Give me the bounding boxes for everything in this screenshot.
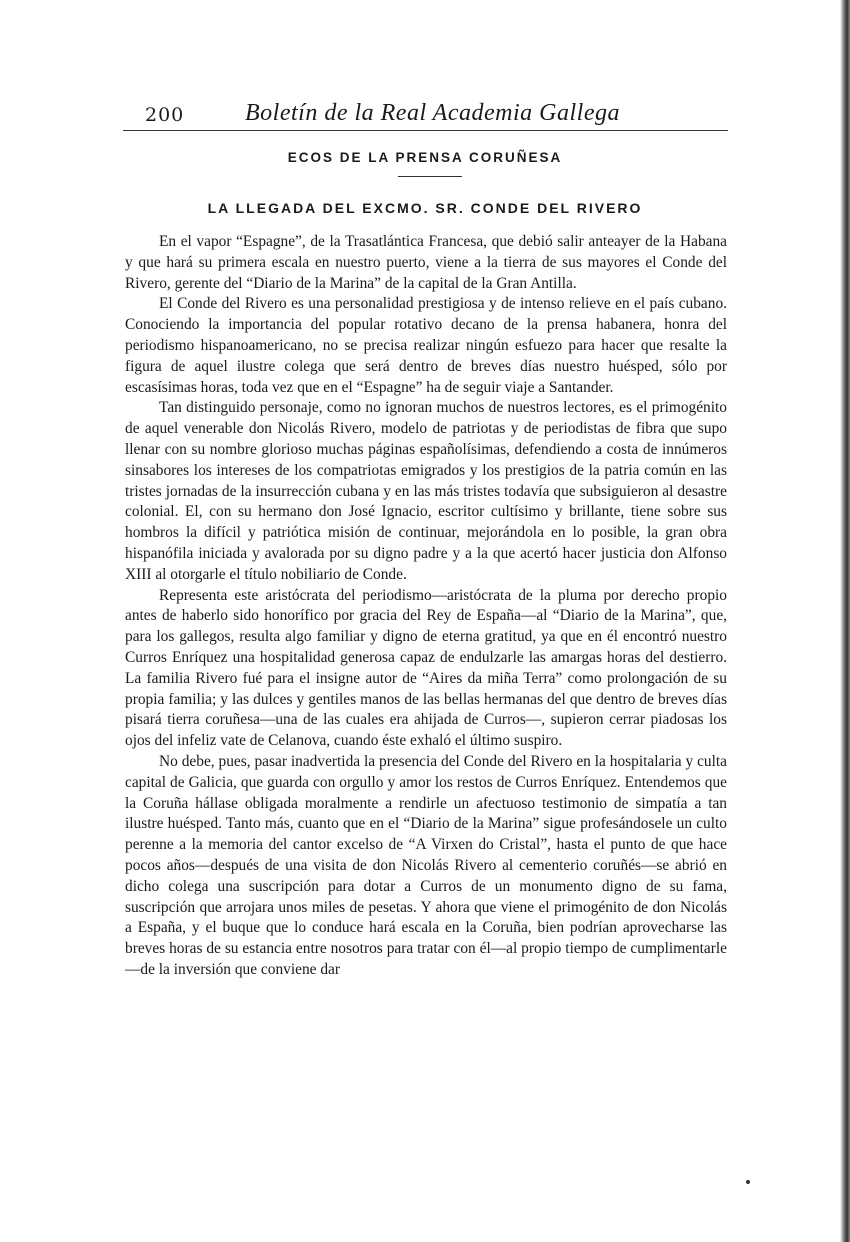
section-title: ECOS DE LA PRENSA CORUÑESA (287, 150, 563, 165)
paragraph: No debe, pues, pasar inadvertida la presencia del Conde del Rivero en la hospitalaria y culta capital de Galicia, que guarda con orgullo y amor los restos de Curros Enríquez. Entendemos que la Coruña hállase obligada moralmente a rendirle un afectuoso testimonio de simpatía a tan ilustre huésped. Tanto más, cuanto que en el “Diario de la Marina” sigue profesándosele un culto perenne a la memoria del cantor excelso de “A Virxen do Cristal”, hasta el punto de que hace pocos años—después de una visita de don Nicolás Rivero al cementerio coruñés—se abrió en dicho colega una suscripción para dotar a Curros de un monumento digno de su fama, suscripción que arrojara unos miles de pesetas. Y ahora que viene el primogénito de don Nicolás a España, y el buque que lo conduce hará escala en la Coruña, bien podrían aprovecharse las breves horas de su estancia entre nosotros para tratar con él—al propio tiempo de cumplimentarle—de la inversión que conviene dar (125, 752, 727, 978)
title-divider (398, 176, 462, 177)
paragraph: Representa este aristócrata del periodismo—aristócrata de la pluma por derecho propio antes de haberlo sido honorífico por gracia del Rey de España—al “Diario de la Marina”, que, para los gallegos, resulta algo familiar y digno de eterna gratitud, ya que en él encontró nuestro Curros Enríquez una hospitalidad generosa capaz de endulzarle las amargas horas del destierro. La familia Rivero fué para el insigne autor de “Aires da miña Terra” como prolongación de su propia familia; y las dulces y gentiles manos de las bellas hermanas del que dentro de breves días pisará tierra coruñesa—una de las cuales era ahijada de Curros—, supieron cerrar piadosas los ojos del infeliz vate de Celanova, cuando éste exhaló el último suspiro. (125, 586, 727, 750)
scan-speck (746, 1180, 750, 1184)
paragraph: El Conde del Rivero es una personalidad prestigiosa y de intenso relieve en el país cubano. Conociendo la importancia del popular rotativo decano de la prensa habanera, honra del periodismo hispanoamericano, no se precisa realizar ningún esfuezo para hacer que resalte la figura de aquel ilustre colega que será dentro de breves días nuestro huésped, sólo por escasísimas horas, toda vez que en el “Espagne” ha de seguir viaje a Santander. (125, 295, 727, 396)
article-body (125, 232, 727, 981)
scan-edge-shadow (840, 0, 850, 1242)
journal-title: Boletín de la Real Academia Gallega (245, 100, 620, 126)
paragraph: En el vapor “Espagne”, de la Trasatlántica Francesa, que debió salir anteayer de la Habana y que hará su primera escala en nuestro puerto, viene a la tierra de sus mayores el Conde del Rivero, gerente del “Diario de la Marina” de la capital de la Gran Antilla. (125, 233, 727, 292)
running-header (123, 98, 728, 131)
page-number: 200 (145, 104, 185, 126)
article-title: LA LLEGADA DEL EXCMO. SR. CONDE DEL RIVERO (207, 200, 643, 216)
paragraph: Tan distinguido personaje, como no ignoran muchos de nuestros lectores, es el primogénito de aquel venerable don Nicolás Rivero, modelo de patriotas y de periodistas de fibra que supo llenar con su nombre glorioso muchas páginas españolísimas, defendiendo a costa de innúmeros sinsabores los intereses de los compatriotas emigrados y los prestigios de la patria común en las tristes jornadas de la insurrección cubana y en las más tristes todavía que subsiguieron al desastre colonial. El, con su hermano don José Ignacio, escritor cultísimo y brillante, tiene sobre sus hombros la difícil y patriótica misión de continuar, mejorándola en lo posible, la gran obra hispanófila iniciada y avalorada por su digno padre y a la que acertó hacer justicia don Alfonso XIII al otorgarle el título nobiliario de Conde. (125, 399, 727, 583)
